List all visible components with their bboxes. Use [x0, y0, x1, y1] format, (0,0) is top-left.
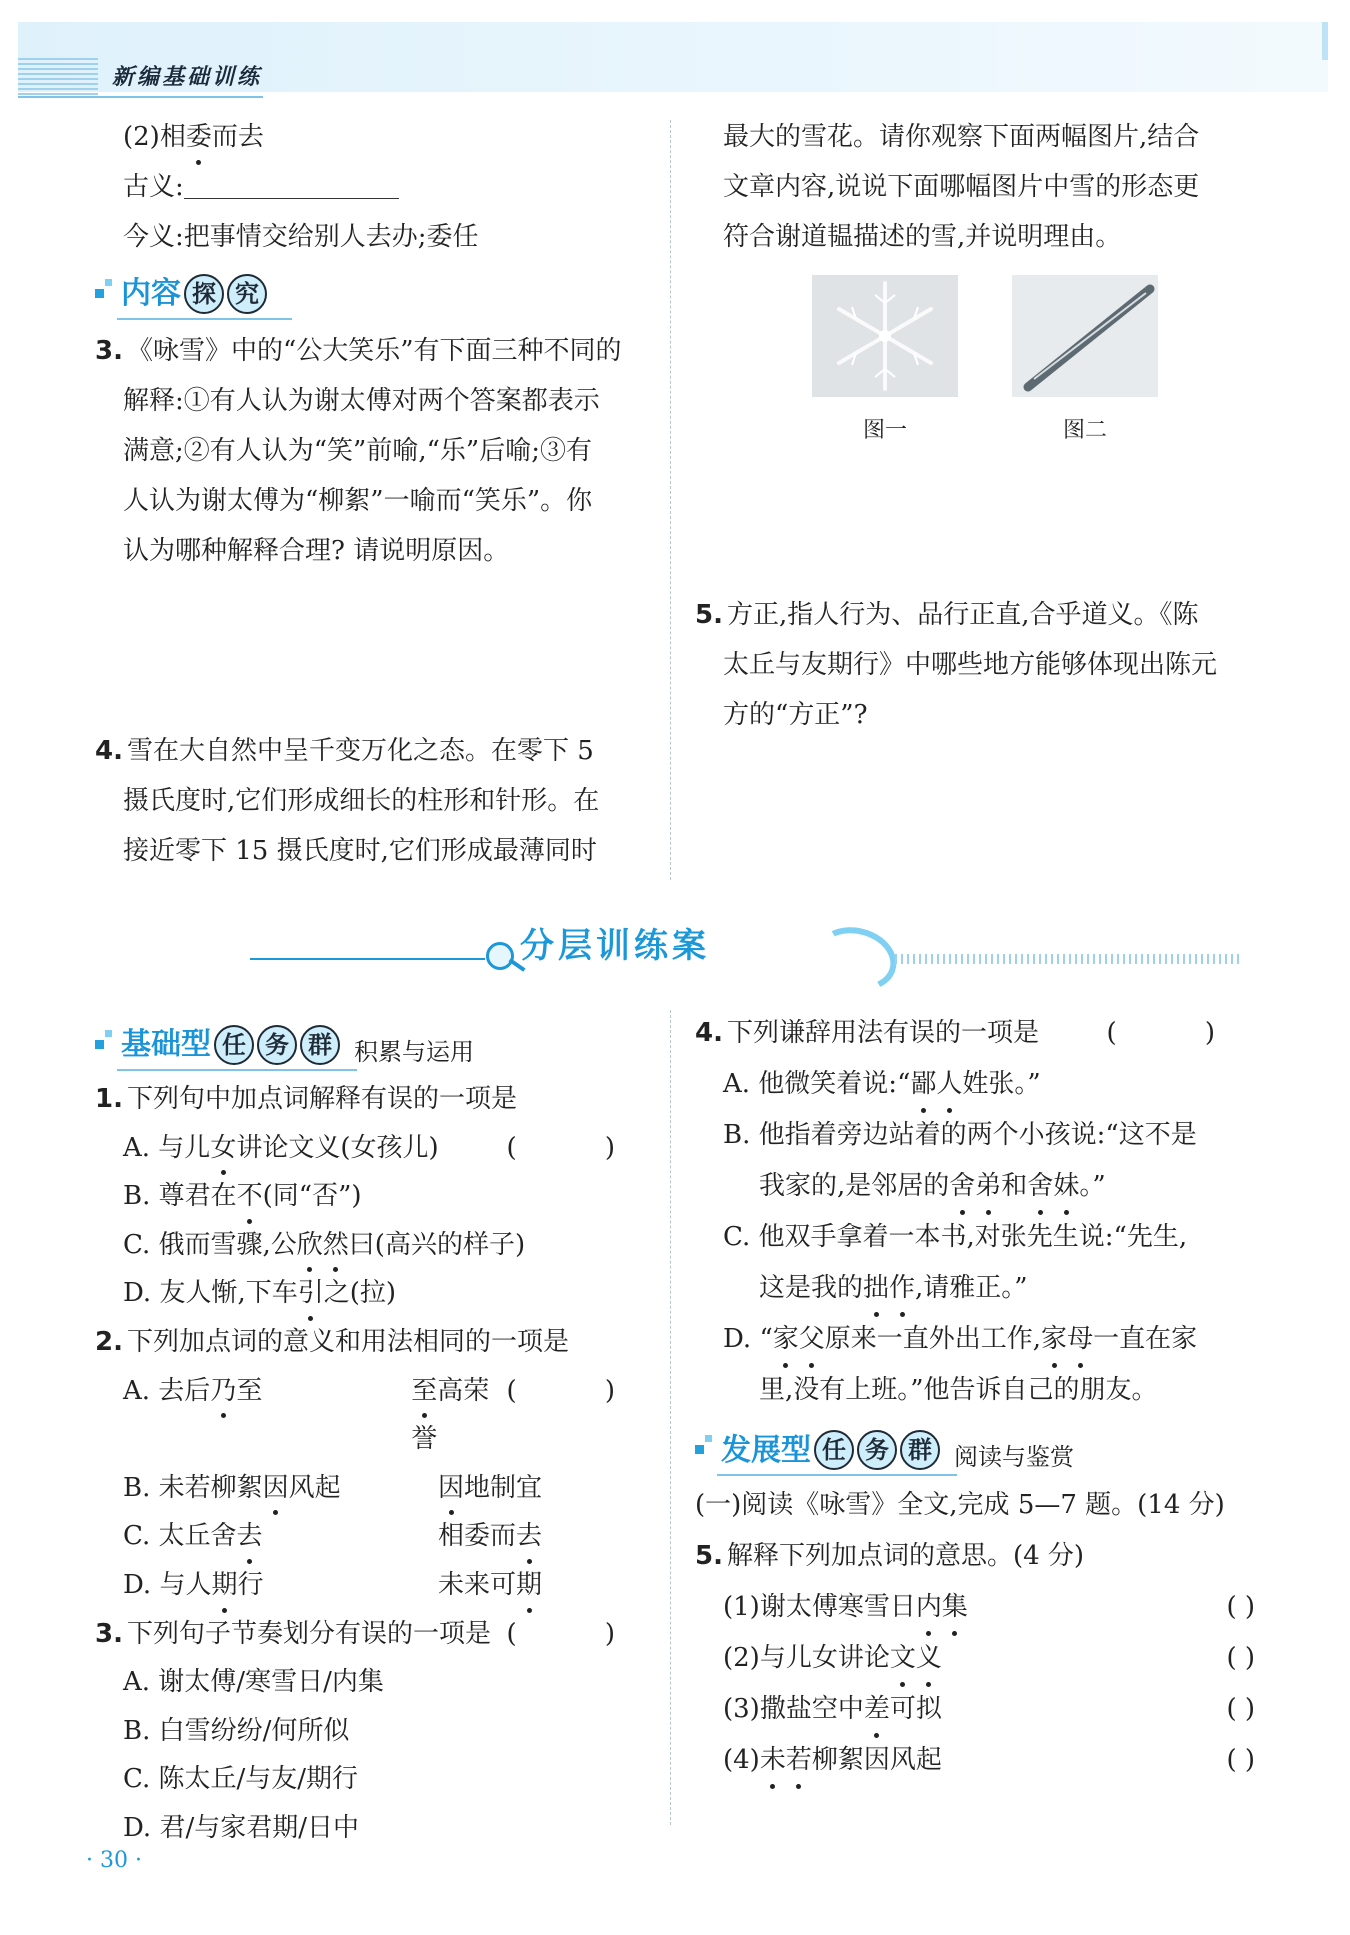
q3-line: 认为哪种解释合理? 请说明原因。	[123, 536, 510, 566]
q4-option-b[interactable]: B. 他指着旁边站着的两个小孩说:“这不是	[723, 1120, 1197, 1150]
q1-option-d[interactable]: D. 友人惭,下车引之(拉)	[95, 1269, 655, 1318]
q4-option-a[interactable]: A. 他微笑着说:“鄙人姓张。”	[695, 1059, 1255, 1110]
page-number: · 30 ·	[86, 1848, 142, 1873]
q4-line: 摄氏度时,它们形成细长的柱形和针形。在	[123, 786, 600, 816]
q5-item-2: (2)与儿女讲论文义 ( )	[695, 1633, 1255, 1684]
circle-char: 探	[184, 274, 224, 314]
figure-1	[810, 275, 960, 444]
q3-line: 解释:①有人认为谢太傅对两个答案都表示	[123, 386, 600, 416]
section-mark-icon	[695, 1435, 713, 1465]
band-arc	[808, 918, 903, 999]
q4-continued-line: 最大的雪花。请你观察下面两幅图片,结合	[723, 122, 1200, 152]
q3-option-c[interactable]: C. 陈太丘/与友/期行	[123, 1764, 359, 1795]
section-header-content: 内容 探 究	[95, 264, 655, 324]
answer-paren[interactable]: ( )	[506, 1375, 655, 1406]
answer-paren[interactable]: ( )	[1106, 1018, 1255, 1048]
figure-1-caption: 图一	[862, 418, 907, 443]
q4-continued-line: 文章内容,说说下面哪幅图片中雪的形态更	[723, 172, 1200, 202]
right-column-top	[695, 112, 1255, 262]
figure-2-caption: 图二	[1062, 418, 1107, 443]
circle-char: 群	[900, 1430, 940, 1470]
q2-option-b[interactable]: B. 未若柳絮因风起 因地制宜	[95, 1464, 655, 1513]
q5-item-1: (1)谢太傅寒雪日内集 ( )	[695, 1582, 1255, 1633]
band-dash	[895, 954, 1240, 964]
column-divider-bottom	[670, 1010, 671, 1825]
header-accent	[1322, 22, 1328, 60]
circle-char: 任	[214, 1025, 254, 1065]
left-column-bottom	[95, 1015, 655, 1853]
q2-option-a[interactable]: A. 去后乃至 至高荣誉	[95, 1367, 506, 1464]
right-q5	[695, 590, 1255, 740]
q5-item-3: (3)撒盐空中差可拟 ( )	[695, 1684, 1255, 1735]
q4-option-c[interactable]: C. 他双手拿着一本书,对张先生说:“先生,	[723, 1222, 1188, 1252]
q2-stem: 2. 下列加点词的意义和用法相同的一项是 ( )	[95, 1318, 655, 1367]
jin-yi-line: 今义:把事情交给别人去办;委任	[123, 222, 479, 252]
q1-option-c[interactable]: C. 俄而雪骤,公欣然曰(高兴的样子)	[95, 1221, 655, 1270]
circle-char: 群	[300, 1025, 340, 1065]
circle-char: 任	[814, 1430, 854, 1470]
section-header-basic: 基础型 任 务 群 积累与运用	[95, 1015, 655, 1075]
circle-char: 务	[857, 1430, 897, 1470]
q2-option-d[interactable]: D. 与人期行 未来可期	[95, 1561, 655, 1610]
q5-line: 方的“方正”?	[723, 700, 868, 730]
circle-char: 务	[257, 1025, 297, 1065]
right-column-bottom	[695, 1008, 1255, 1786]
item-2: (2)相委而去	[95, 112, 655, 162]
q5-line: 5. 方正,指人行为、品行正直,合乎道义。《陈	[695, 600, 1199, 630]
q3-option-b[interactable]: B. 白雪纷纷/何所似	[123, 1715, 350, 1746]
q3-line: 人认为谢太傅为“柳絮”一喻而“笑乐”。你	[123, 486, 593, 516]
q4-option-d-cont: 里,没有上班。”他告诉自己的朋友。	[759, 1375, 1158, 1405]
q5-stem: 5. 解释下列加点词的意思。(4 分)	[695, 1541, 1085, 1571]
column-divider-top	[670, 120, 671, 880]
q4-option-c-cont: 这是我的拙作,请雅正。”	[695, 1263, 1255, 1314]
needle-crystal-image-icon	[1012, 275, 1158, 397]
left-column-top	[95, 112, 655, 876]
q4-option-b-cont: 我家的,是邻居的舍弟和舍妹。”	[695, 1161, 1255, 1212]
section-mark-icon	[95, 279, 113, 309]
band-title: 分层训练案	[520, 926, 710, 966]
reading-intro: (一)阅读《咏雪》全文,完成 5—7 题。(14 分)	[695, 1490, 1225, 1520]
book-title: 新编基础训练	[112, 64, 263, 90]
gu-yi-line: 古义:	[95, 162, 655, 212]
q5-line: 太丘与友期行》中哪些地方能够体现出陈元	[723, 650, 1218, 680]
snowflake-image-icon	[812, 275, 958, 397]
q1-stem: 1. 下列句中加点词解释有误的一项是 ( )	[95, 1075, 655, 1124]
q5-item-4: (4)未若柳絮因风起 ( )	[695, 1735, 1255, 1786]
q4-line: 4. 雪在大自然中呈千变万化之态。在零下 5	[95, 736, 594, 766]
header-rule	[18, 96, 263, 98]
answer-blank[interactable]	[184, 168, 399, 199]
q4-continued-line: 符合谢道韫描述的雪,并说明理由。	[723, 222, 1122, 252]
q3-line: 满意;②有人认为“笑”前喻,“乐”后喻;③有	[123, 436, 592, 466]
q4-stem: 4. 下列谦辞用法有误的一项是 ( )	[695, 1008, 1255, 1059]
section-mark-icon	[95, 1030, 113, 1060]
answer-paren[interactable]: ( )	[506, 1618, 655, 1649]
q4-line: 接近零下 15 摄氏度时,它们形成最薄同时	[123, 836, 597, 866]
q3-stem: 3. 下列句子节奏划分有误的一项是 ( )	[95, 1610, 655, 1659]
section-header-development: 发展型 任 务 群 阅读与鉴赏	[695, 1420, 1255, 1480]
q4-option-d[interactable]: D. “家父原来一直外出工作,家母一直在家	[695, 1314, 1255, 1365]
q1-option-b[interactable]: B. 尊君在不(同“否”)	[95, 1172, 655, 1221]
q3-option-a[interactable]: A. 谢太傅/寒雪日/内集	[123, 1667, 384, 1698]
answer-paren[interactable]: ( )	[506, 1132, 655, 1163]
q3-line: 3. 《咏雪》中的“公大笑乐”有下面三种不同的	[95, 336, 622, 366]
q2-option-c[interactable]: C. 太丘舍去 相委而去	[95, 1512, 655, 1561]
q1-option-a[interactable]: A. 与儿女讲论文义(女孩儿)	[95, 1124, 655, 1173]
magnifier-icon	[486, 942, 514, 970]
band-line	[250, 958, 485, 960]
figure-2	[1010, 275, 1160, 444]
q3-option-d[interactable]: D. 君/与家君期/日中	[123, 1812, 359, 1843]
header-stripes	[18, 58, 98, 96]
circle-char: 究	[227, 274, 267, 314]
